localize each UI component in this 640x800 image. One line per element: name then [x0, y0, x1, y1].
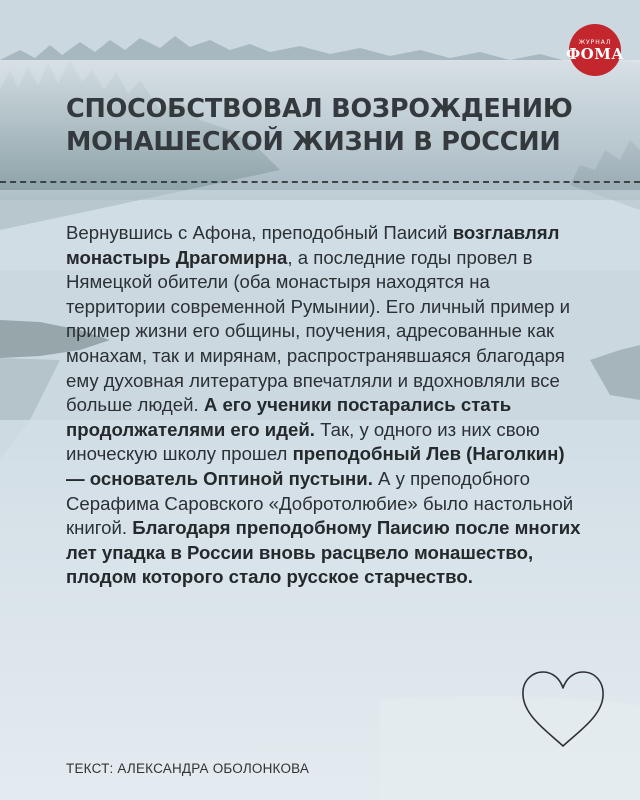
- body-emphasis: преподобный Лев (Наголкин) — основатель Оптиной пустыни.: [66, 443, 565, 489]
- body-segment: Вернувшись с Афона, преподобный Паисий: [66, 222, 453, 243]
- page-title-line-1: СПОСОБСТВОВАЛ ВОЗРОЖДЕНИЮ: [66, 94, 573, 124]
- dashed-divider: [0, 181, 640, 183]
- body-segment: А у преподобного Серафима Саровского «Добротолюбие» было настольной книгой.: [66, 467, 574, 539]
- body-emphasis: А его ученики постарались стать продолжателями его идей.: [66, 394, 512, 440]
- article-body: [66, 221, 586, 590]
- author-credit: ТЕКСТ: АЛЕКСАНДРА ОБОЛОНКОВА: [66, 761, 310, 776]
- body-emphasis: возглавлял монастырь Драгомирна: [66, 222, 560, 268]
- page-title: [66, 93, 586, 159]
- body-emphasis: Благодаря преподобному Паисию после многих лет упадка в России вновь расцвело монашество, плодом которого стало русское старчество.: [66, 517, 581, 588]
- logo-caption: ЖУРНАЛ: [578, 38, 612, 46]
- heart-outline-icon[interactable]: [518, 668, 608, 750]
- body-segment: , а последние годы провел в Нямецкой обители (оба монастыря находятся на территории современной Румынии). Его личный пример и пример жизни его общины, поучения, адресованные как монахам, так и мирянам, распространявшаяся благодаря ему духовная литература впечатляли и вдохновляли все больше людей.: [66, 246, 571, 416]
- page-title-line-2: МОНАШЕСКОЙ ЖИЗНИ В РОССИИ: [66, 127, 561, 157]
- logo-title: ФОМА: [565, 44, 625, 63]
- foma-magazine-logo[interactable]: [565, 24, 625, 76]
- body-segment: Так, у одного из них свою иноческую школу прошел: [66, 418, 540, 465]
